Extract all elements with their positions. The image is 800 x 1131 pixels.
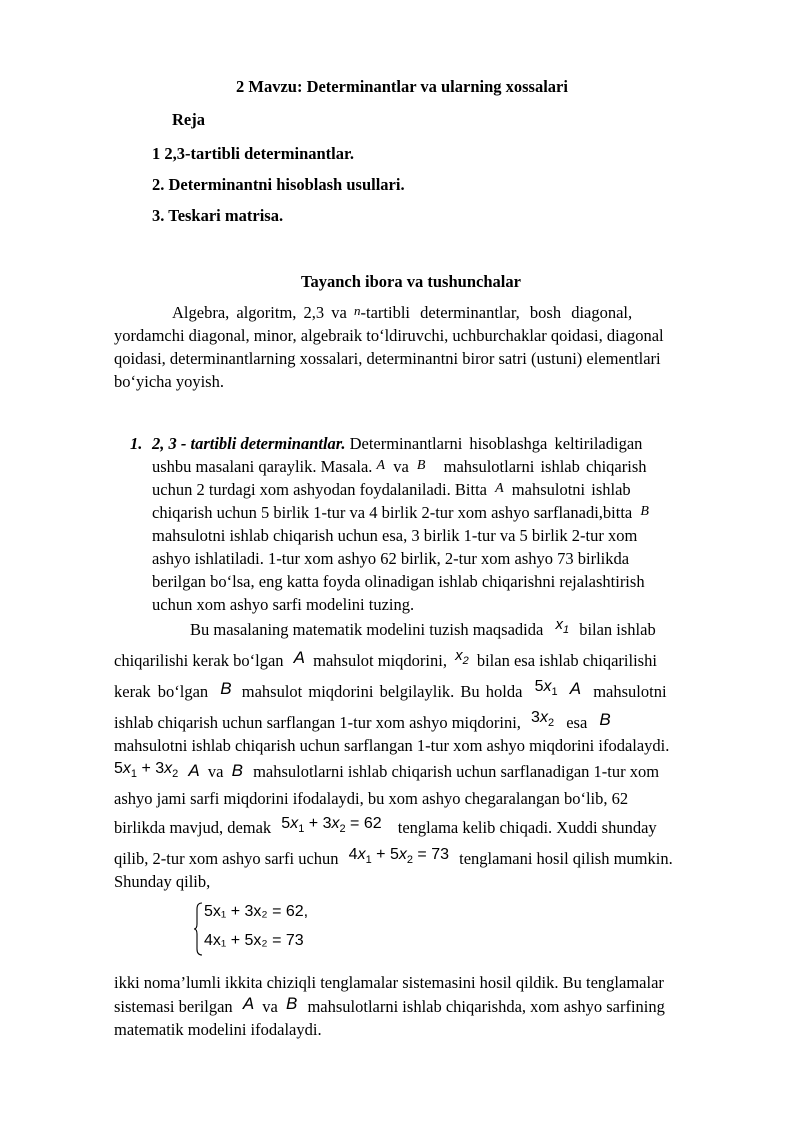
section1-line1-text: Determinantlarni hisoblashga keltiriladigan — [349, 434, 643, 453]
body-line-2 — [114, 647, 657, 673]
body-p1-a: Bu masalaning matematik modelini tuzish maqsadida — [190, 620, 544, 639]
body-p9-a: qilib, 2-tur xom ashyo sarfi uchun — [114, 849, 339, 868]
conclusion-line-3: matematik modelini ifodalaydi. — [114, 1020, 322, 1039]
symbol-A: A — [569, 679, 582, 698]
section1-line4-text: chiqarish uchun 5 birlik 1-tur va 4 birlik 2-tur xom ashyo sarflanadi,bitta — [152, 503, 633, 522]
body-line-10: Shunday qilib, — [114, 872, 211, 891]
keywords-text-post: -tartibli determinantlar, bosh diagonal, — [360, 303, 633, 322]
conclusion-c2-a: sistemasi berilgan — [114, 997, 233, 1016]
conclusion-line-1: ikki noma’lumli ikkita chiziqli tenglamalar sistemasini hosil qildik. Bu tenglamalar — [114, 973, 664, 992]
body-p4-a: ishlab chiqarish uchun sarflangan 1-tur xom ashyo miqdorini, — [114, 713, 521, 732]
system-equation-1: 5x₁ + 3x₂ = 62, — [204, 903, 309, 920]
body-line-1 — [190, 616, 656, 642]
conclusion-c2-c: mahsulotlarni ishlab chiqarishda, xom ashyo sarfining — [307, 997, 665, 1016]
body-p3-c: mahsulotni — [593, 682, 667, 701]
system-equation-2: 4x₁ + 5x₂ = 73 — [204, 932, 304, 949]
body-line-5: mahsulotni ishlab chiqarish uchun sarflangan 1-tur xom ashyo miqdorini ifodalaydi. — [114, 736, 670, 755]
body-p4-b: esa — [566, 713, 588, 732]
keywords-line-3: qoidasi, determinantlarning xossalari, determinantni biror satri (ustuni) elementlari — [114, 349, 661, 368]
n-symbol: n — [354, 303, 361, 318]
conclusion-c2-b: va — [262, 997, 278, 1016]
keywords-text-pre: Algebra, algoritm, 2,3 va — [172, 303, 354, 322]
section1-line-4 — [152, 503, 649, 523]
body-line-6 — [114, 762, 659, 784]
keywords-line-2: yordamchi diagonal, minor, algebraik to‘ldiruvchi, uchburchaklar qoidasi, diagonal — [114, 326, 664, 345]
plan-heading: Reja — [172, 110, 205, 129]
keywords-line-1 — [172, 303, 632, 323]
x1-symbol: $x_1$ — [555, 616, 570, 636]
body-p8-b: tenglama kelib chiqadi. Xuddi shunday — [397, 818, 657, 837]
conclusion-line-2 — [114, 994, 665, 1017]
symbol-B: B — [416, 458, 426, 473]
section1-heading: 2, 3 - tartibli determinantlar. — [152, 434, 346, 453]
body-line-3 — [114, 678, 667, 704]
body-p3-a: kerak bo‘lgan — [114, 682, 209, 701]
section1-line2-text: ushbu masalani qaraylik. Masala. — [152, 457, 373, 476]
symbol-B: B — [285, 994, 298, 1013]
section1-line-5: mahsulotni ishlab chiqarish uchun esa, 3 birlik 1-tur va 5 birlik 2-tur xom — [152, 526, 638, 545]
symbol-B: B — [231, 761, 243, 780]
body-p3-b: mahsulot miqdorini belgilaylik. Bu holda — [241, 682, 523, 701]
keywords-line-4: bo‘yicha yoyish. — [114, 372, 224, 391]
symbol-B: B — [640, 504, 649, 519]
term-5x1: $5x_1$ — [534, 678, 558, 699]
body-line-4 — [114, 709, 611, 735]
section-number: 1. — [130, 434, 143, 453]
section1-line3-text: uchun 2 turdagi xom ashyodan foydalaniladi. Bitta — [152, 480, 487, 499]
body-p2-c: bilan esa ishlab chiqarilishi — [476, 651, 657, 670]
left-brace — [193, 902, 203, 956]
x2-symbol: $x_2$ — [455, 647, 469, 667]
section1-line-2 — [152, 457, 647, 477]
plan-item-2: 2. Determinantni hisoblash usullari. — [152, 175, 405, 194]
symbol-B: B — [220, 679, 232, 698]
section1-line-1 — [152, 434, 642, 454]
body-p6-b: mahsulotlarni ishlab chiqarish uchun sarflanadigan 1-tur xom — [253, 762, 660, 781]
body-p9-b: tenglamani hosil qilish mumkin. — [459, 849, 673, 868]
section1-line-8: uchun xom ashyo sarfi modelini tuzing. — [152, 595, 415, 614]
body-p6-a: va — [207, 762, 224, 781]
symbol-B: B — [599, 710, 611, 729]
symbol-A: A — [242, 994, 255, 1013]
section1-line-7: berilgan bo‘lsa, eng katta foyda olinadigan ishlab chiqarishni rejalashtirish — [152, 572, 645, 591]
symbol-A: A — [293, 648, 305, 667]
keywords-heading: Tayanch ibora va tushunchalar — [301, 272, 521, 291]
symbol-A: A — [495, 481, 504, 496]
body-line-8 — [114, 815, 657, 840]
body-p2-a: chiqarilishi kerak bo‘lgan — [114, 651, 284, 670]
symbol-A: A — [188, 761, 200, 780]
section1-line-6: ashyo ishlatiladi. 1-tur xom ashyo 62 birlik, 2-tur xom ashyo 73 birlikda — [152, 549, 630, 568]
body-p2-b: mahsulot miqdorini, — [313, 651, 447, 670]
plan-item-1: 1 2,3-tartibli determinantlar. — [152, 144, 354, 163]
term-5x1-plus-3x2: $5x_1 + 3x_2$ — [114, 760, 179, 781]
section1-line3-tail: mahsulotni ishlab — [511, 480, 631, 499]
plan-item-3: 3. Teskari matrisa. — [152, 206, 284, 225]
term-3x2: $3x_2$ — [531, 709, 555, 730]
body-line-7: ashyo jami sarfi miqdorini ifodalaydi, bu xom ashyo chegaralangan bo‘lib, 62 — [114, 789, 629, 808]
section1-line-3 — [152, 480, 631, 500]
body-p1-b: bilan ishlab — [579, 620, 656, 639]
page-title: 2 Mavzu: Determinantlar va ularning xossalari — [236, 77, 568, 96]
body-p8-a: birlikda mavjud, demak — [114, 818, 272, 837]
section1-line2-va: va — [393, 457, 409, 476]
equation-1-inline: $5x_1 + 3x_2 = 62$ — [281, 815, 382, 836]
body-line-9 — [114, 846, 673, 871]
equation-2-inline: $4x_1 + 5x_2 = 73$ — [348, 846, 449, 867]
section1-line2-tail: mahsulotlarni ishlab chiqarish — [443, 457, 647, 476]
symbol-A: A — [376, 458, 386, 473]
